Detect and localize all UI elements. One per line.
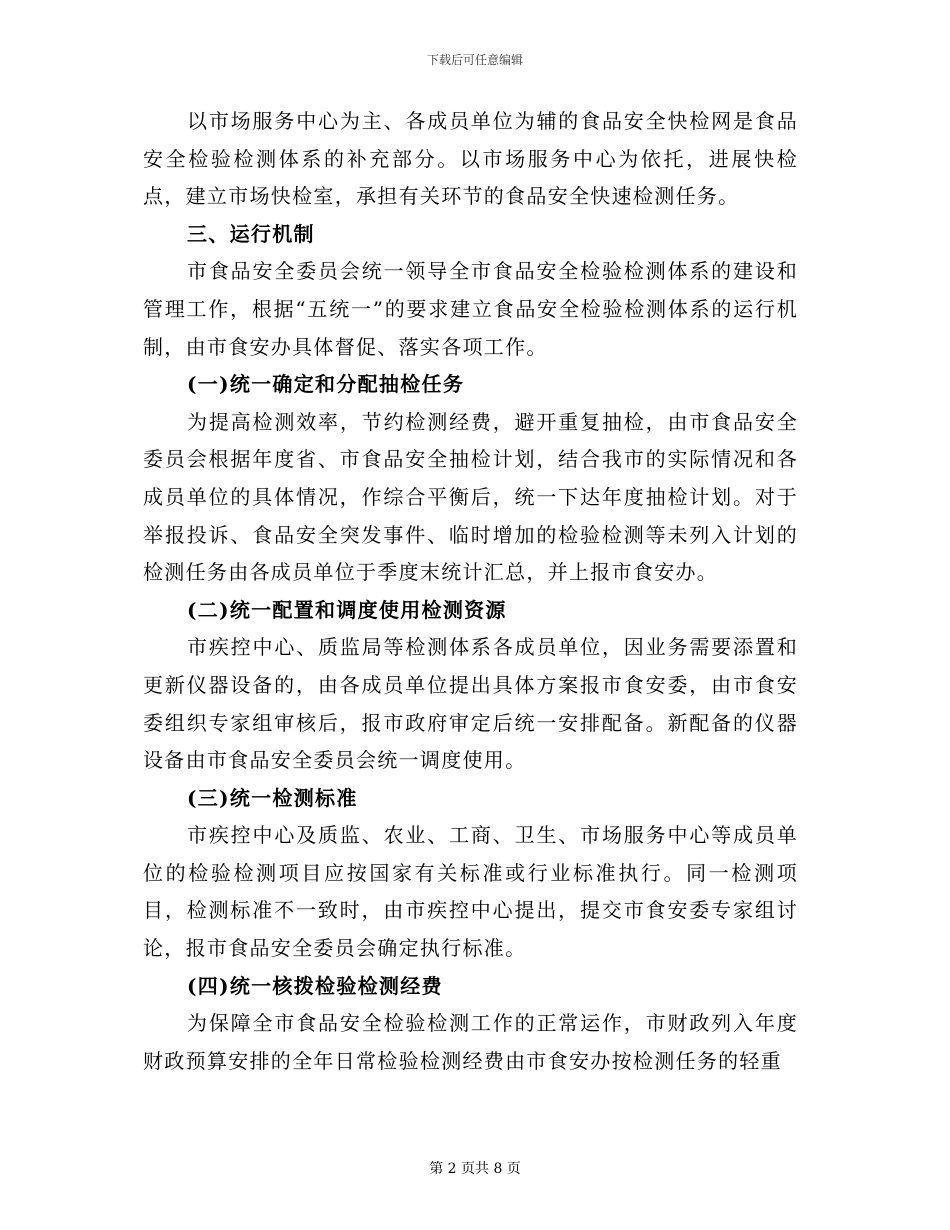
paragraph-operation-mechanism: 市食品安全委员会统一领导全市食品安全检验检测体系的建设和管理工作，根据“五统一”的要求建立食品安全检验检测体系的运行机制，由市食安办具体督促、落实各项工作。 xyxy=(143,259,798,359)
document-body xyxy=(143,103,798,1080)
paragraph-quick-check-network: 以市场服务中心为主、各成员单位为辅的食品安全快检网是食品安全检验检测体系的补充部分。以市场服务中心为依托，进展快检点，建立市场快检室，承担有关环节的食品安全快速检测任务。 xyxy=(143,109,798,209)
subheading-testing-standards: (三)统一检测标准 xyxy=(187,785,358,810)
page-header: 下载后可任意编辑 xyxy=(426,53,523,67)
subheading-sampling-tasks: (一)统一确定和分配抽检任务 xyxy=(187,372,465,397)
paragraph-testing-standards: 市疾控中心及质监、农业、工商、卫生、市场服务中心等成员单位的检验检测项目应按国家有关标准或行业标准执行。同一检测项目，检测标准不一致时，由市疾控中心提出，提交市食安委专家组讨论，报市食品安全委员会确定执行标准。 xyxy=(143,823,798,961)
paragraph-testing-resources: 市疾控中心、质监局等检测体系各成员单位，因业务需要添置和更新仪器设备的，由各成员单位提出具体方案报市食安委，由市食安委组织专家组审核后，报市政府审定后统一安排配备。新配备的仪器设备由市食品安全委员会统一调度使用。 xyxy=(143,635,798,773)
subheading-testing-resources: (二)统一配置和调度使用检测资源 xyxy=(187,597,507,622)
paragraph-testing-funds: 为保障全市食品安全检验检测工作的正常运作，市财政列入年度财政预算安排的全年日常检验检测经费由市食安办按检测任务的轻重 xyxy=(143,1011,798,1073)
paragraph-sampling-tasks: 为提高检测效率，节约检测经费，避开重复抽检，由市食品安全委员会根据年度省、市食品安全抽检计划，结合我市的实际情况和各成员单位的具体情况，作综合平衡后，统一下达年度抽检计划。对于举报投诉、食品安全突发事件、临时增加的检验检测等未列入计划的检测任务由各成员单位于季度末统计汇总，并上报市食安办。 xyxy=(143,409,798,585)
page-number-footer: 第 2 页共 8 页 xyxy=(429,1161,521,1177)
section-heading-operation-mechanism: 三、运行机制 xyxy=(187,221,315,246)
subheading-testing-funds: (四)统一核拨检验检测经费 xyxy=(187,973,443,998)
